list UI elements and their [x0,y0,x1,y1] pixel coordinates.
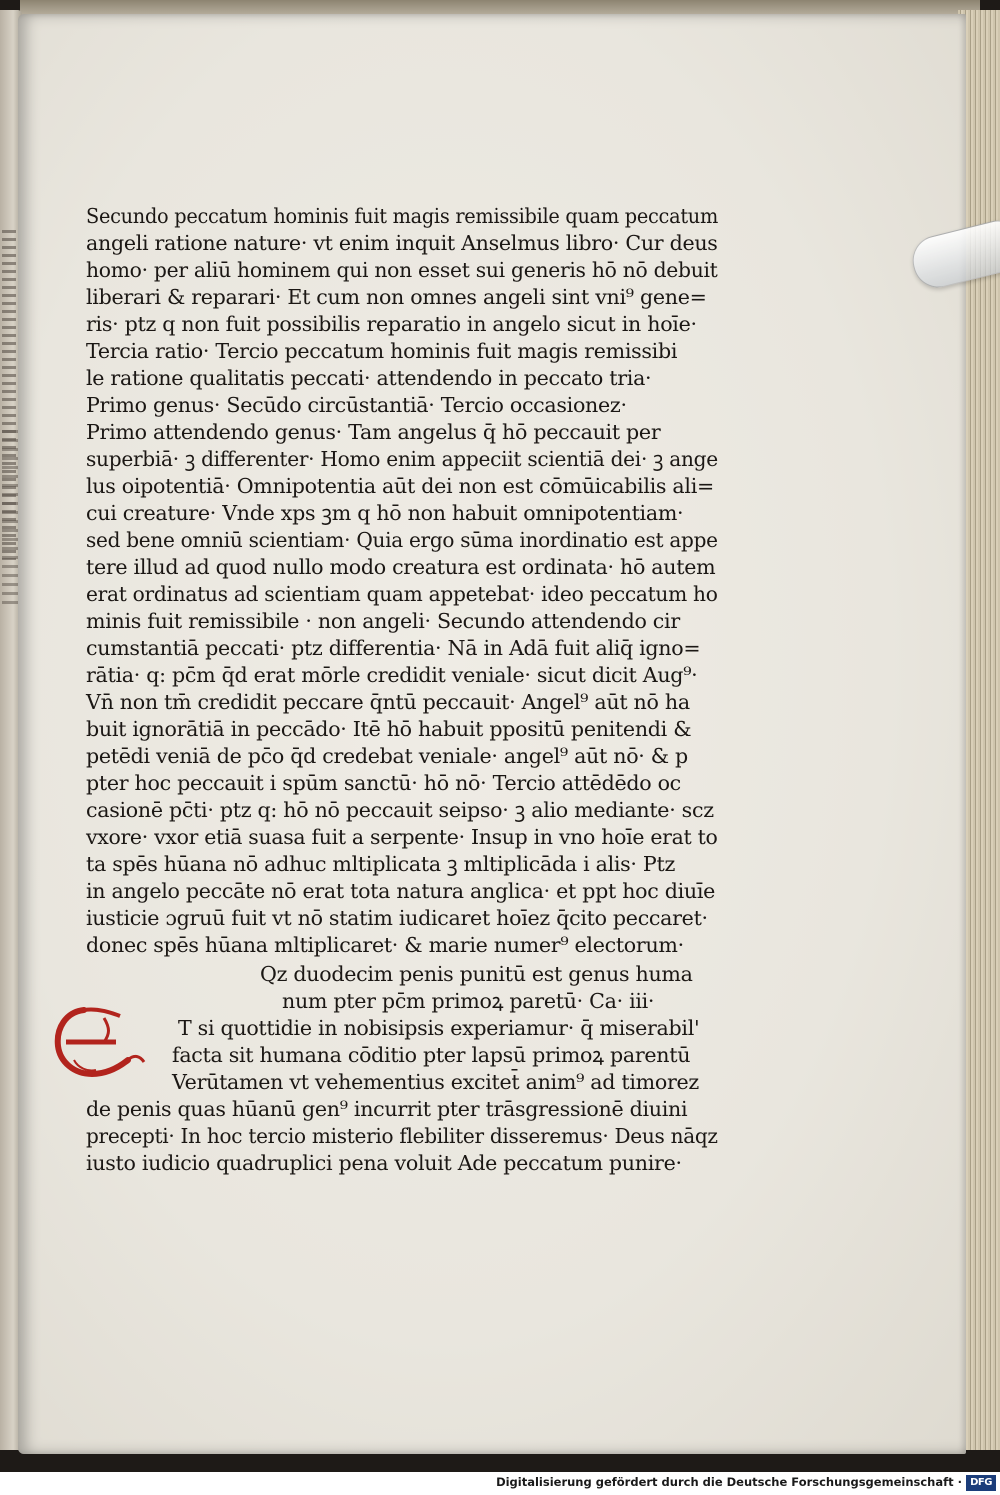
text-line: donec spēs hūana mltiplicaret· & marie numer⁹ electorum· [86,933,684,957]
text-line: cui creature· Vnde xps ꝫm q hō non habuit omnipotentiam· [86,501,684,525]
text-line: facta sit humana cōditio pter lapsū primoꝝ parentū [172,1043,691,1067]
initial-letter-illumination [44,998,154,1088]
text-line: sed bene omniū scientiam· Quia ergo sūma inordinatio est appe [86,528,718,552]
text-line: angeli ratione nature· vt enim inquit Anselmus libro· Cur deus [86,231,718,255]
text-line: ta spēs hūana nō adhuc mltiplicata ꝫ mltiplicāda i alis· Ptz [86,852,676,876]
text-line: superbiā· ꝫ differenter· Homo enim appeciit scientiā dei· ꝫ ange [86,447,718,471]
footer-bar [0,1472,1000,1495]
text-line: iusto iudicio quadruplici pena voluit Ade peccatum punire· [86,1151,682,1175]
text-line: de penis quas hūanū gen⁹ incurrit pter trāsgressionē diuini [86,1097,688,1121]
text-line: ris· ptz q non fuit possibilis reparatio in angelo sicut in hoīe· [86,312,697,336]
text-line: casionē pc̄ti· ptz q: hō nō peccauit seipso· ꝫ alio mediante· scz [86,798,714,822]
text-line: Vn̄ non tm̄ credidit peccare q̄ntū peccauit· Angel⁹ aūt nō ha [86,690,690,714]
text-line: in angelo peccāte nō erat tota natura anglica· et ppt hoc diuīe [86,879,716,903]
text-line: tere illud ad quod nullo modo creatura est ordinata· hō autem [86,555,716,579]
text-line: Secundo peccatum hominis fuit magis remissibile quam peccatum [86,204,719,228]
chapter-heading-line: Qz duodecim penis punitū est genus huma [260,962,693,986]
text-line: liberari & reparari· Et cum non omnes angeli sint vni⁹ gene= [86,285,707,309]
dfg-logo: DFG [966,1475,996,1491]
text-line: Primo genus· Secūdo circūstantiā· Tercio occasionez· [86,393,627,417]
funding-credit: Digitalisierung gefördert durch die Deutsche Forschungsgemeinschaft · [496,1475,962,1489]
text-line: buit ignorātiā in peccādo· Itē hō habuit ppositū penitendi & [86,717,692,741]
text-line: le ratione qualitatis peccati· attendendo in peccato tria· [86,366,652,390]
text-line: erat ordinatus ad scientiam quam appetebat· ideo peccatum ho [86,582,718,606]
text-line: pter hoc peccauit i spūm sanctū· hō nō· Tercio attēdēdo oc [86,771,681,795]
facing-page-text-fragment [2,430,18,610]
chapter-heading-line: num pter pc̄m primoꝝ paretū· Ca· iii· [282,989,655,1013]
text-line: rātia· q: pc̄m q̄d erat mōrle credidit veniale· sicut dicit Aug⁹· [86,663,698,687]
text-line: iusticie ɔgruū fuit vt nō statim iudicaret hoīez q̄cito peccaret· [86,906,708,930]
text-line: precepti· In hoc tercio misterio flebiliter disseremus· Deus nāqz [86,1124,718,1148]
text-line: petēdi veniā de pc̄o q̄d credebat veniale· angel⁹ aūt nō· & p [86,744,688,768]
text-line: T si quottidie in nobisipsis experiamur· q̄ miserabil' [178,1016,700,1040]
text-line: cumstantiā peccati· ptz differentia· Nā in Adā fuit aliq̄ igno= [86,636,701,660]
text-line: lus oipotentiā· Omnipotentia aūt dei non est cōmūicabilis ali= [86,474,714,498]
text-line: Tercia ratio· Tercio peccatum hominis fuit magis remissibi [86,339,678,363]
text-line: minis fuit remissibile · non angeli· Secundo attendendo cir [86,609,680,633]
text-line: Primo attendendo genus· Tam angelus q̄ hō peccauit per [86,420,661,444]
text-line: homo· per aliū hominem qui non esset sui generis hō nō debuit [86,258,718,282]
text-line: Verūtamen vt vehementius excitet̄ anim⁹ ad timorez [172,1070,699,1094]
text-line: vxore· vxor etiā suasa fuit a serpente· Insup in vno hoīe erat to [86,825,718,849]
